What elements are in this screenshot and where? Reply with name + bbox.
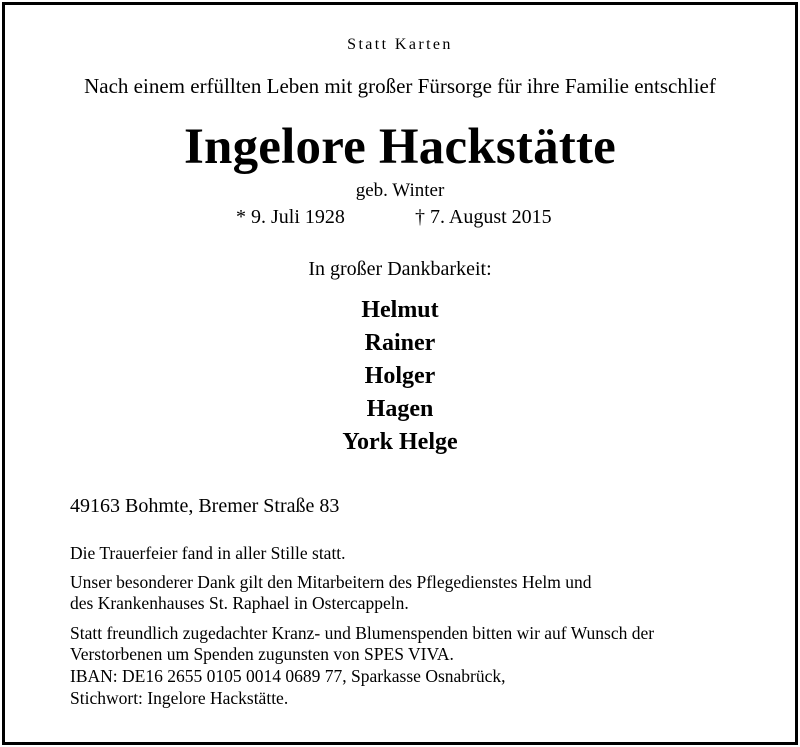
- donation-line: Statt freundlich zugedachter Kranz- und Blumenspenden bitten wir auf Wunsch der: [70, 623, 655, 643]
- death-date: † 7. August 2015: [415, 206, 552, 228]
- mourner-name: Rainer: [364, 330, 436, 356]
- header-statt-karten: Statt Karten: [347, 36, 453, 53]
- donation-iban-line: IBAN: DE16 2655 0105 0014 0689 77, Sparkasse Osnabrück,: [70, 666, 506, 686]
- family-address: 49163 Bohmte, Bremer Straße 83: [70, 495, 340, 517]
- gratitude-line: In großer Dankbarkeit:: [308, 258, 492, 280]
- mourner-name: Holger: [364, 363, 436, 389]
- mourner-name: Hagen: [366, 396, 434, 422]
- birth-date: * 9. Juli 1928: [236, 206, 345, 228]
- donation-line: Verstorbenen um Spenden zugunsten von SPES VIVA.: [70, 644, 454, 664]
- mourner-name: York Helge: [342, 429, 458, 455]
- deceased-name: Ingelore Hackstätte: [183, 119, 617, 175]
- thanks-line: Unser besonderer Dank gilt den Mitarbeitern des Pflegedienstes Helm und: [70, 572, 592, 592]
- thanks-line: des Krankenhauses St. Raphael in Ostercappeln.: [70, 593, 409, 613]
- maiden-name: geb. Winter: [355, 180, 445, 201]
- mourner-name: Helmut: [361, 297, 439, 323]
- donation-keyword-line: Stichwort: Ingelore Hackstätte.: [70, 688, 289, 708]
- funeral-note: Die Trauerfeier fand in aller Stille statt.: [70, 543, 346, 563]
- intro-text: Nach einem erfüllten Leben mit großer Fürsorge für ihre Familie entschlief: [84, 74, 716, 98]
